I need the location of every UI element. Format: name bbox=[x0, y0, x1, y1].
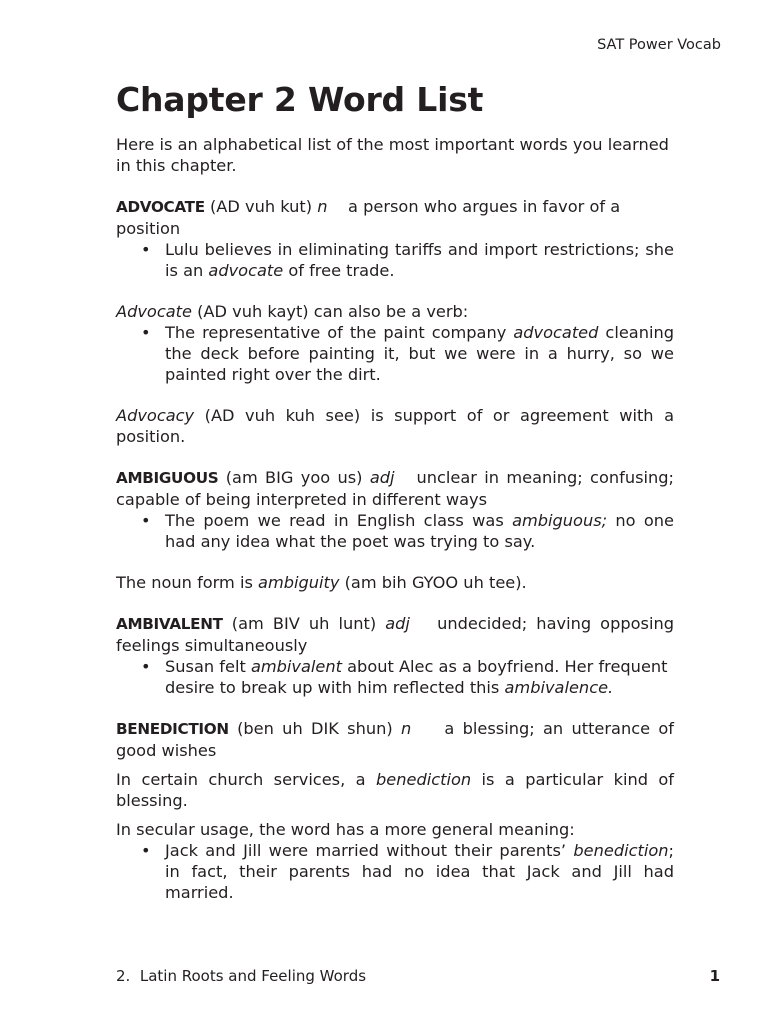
entry-advocate-verb bbox=[116, 301, 674, 385]
entry-advocate bbox=[116, 196, 674, 281]
entry-advocacy bbox=[116, 405, 674, 447]
example-list bbox=[116, 322, 674, 385]
page-number: 1 bbox=[709, 967, 720, 985]
entry-benediction bbox=[116, 718, 674, 903]
entry-ambivalent bbox=[116, 613, 674, 698]
headword: BENEDICTION bbox=[116, 720, 229, 738]
headword: ADVOCATE bbox=[116, 198, 205, 216]
usage-paragraph: In secular usage, the word has a more general meaning: bbox=[116, 820, 575, 839]
example-item: • Jack and Jill were married without their parents’ benediction; in fact, their parents had no idea that Jack and Jill had married. bbox=[141, 841, 674, 902]
bullet-icon: • bbox=[141, 657, 151, 676]
italic-word: Advocacy bbox=[116, 406, 195, 425]
entry-ambiguity bbox=[116, 572, 674, 593]
pronunciation: (am BIV uh lunt) bbox=[231, 614, 377, 633]
usage-line: Advocate (AD vuh kayt) can also be a verb: bbox=[116, 302, 469, 321]
italic-word: benediction bbox=[376, 770, 472, 789]
part-of-speech: n bbox=[317, 197, 328, 216]
definition-line bbox=[116, 613, 674, 656]
example-list bbox=[116, 840, 674, 903]
pronunciation: (ben uh DIK shun) bbox=[237, 719, 393, 738]
italic-word: ambiguity bbox=[258, 573, 340, 592]
definition-line bbox=[116, 196, 674, 239]
part-of-speech: adj bbox=[385, 614, 410, 633]
running-head: SAT Power Vocab bbox=[597, 37, 721, 53]
part-of-speech: adj bbox=[369, 468, 395, 487]
bullet-icon: • bbox=[141, 240, 151, 259]
example-list bbox=[116, 239, 674, 281]
entry-ambiguous bbox=[116, 467, 674, 552]
bullet-icon: • bbox=[141, 841, 151, 860]
example-item: • The poem we read in English class was ambiguous; no one had any idea what the poet was trying to say. bbox=[141, 511, 674, 551]
pronunciation: (am BIG yoo us) bbox=[225, 468, 363, 487]
definition: a blessing; an utterance of good wishes bbox=[116, 719, 674, 760]
usage-line: The noun form is ambiguity (am bih GYOO uh tee). bbox=[116, 573, 527, 592]
pronunciation: (AD vuh kut) bbox=[209, 197, 313, 216]
usage-paragraph: In certain church services, a benediction is a particular kind of blessing. bbox=[116, 770, 674, 810]
bullet-icon: • bbox=[141, 323, 151, 342]
example-item: • The representative of the paint company advocated cleaning the deck before painting it, but we were in a hurry, so we painted right over the dirt. bbox=[141, 323, 674, 384]
bullet-icon: • bbox=[141, 511, 151, 530]
definition-line bbox=[116, 718, 674, 761]
definition: a person who argues in favor of a position bbox=[116, 197, 621, 238]
example-item: • Lulu believes in eliminating tariffs and import restrictions; she is an advocate of free trade. bbox=[141, 240, 674, 280]
headword: AMBIVALENT bbox=[116, 615, 223, 633]
example-item: • Susan felt ambivalent about Alec as a boyfriend. Her frequent desire to break up with him reflected this ambivalence. bbox=[141, 657, 668, 697]
example-list bbox=[116, 510, 674, 552]
page-content bbox=[116, 78, 674, 923]
footer-chapter: 2. Latin Roots and Feeling Words bbox=[116, 967, 367, 985]
italic-word: Advocate bbox=[116, 302, 192, 321]
definition-line bbox=[116, 467, 674, 510]
definition: undecided; having opposing feelings simultaneously bbox=[116, 614, 674, 655]
intro-paragraph: Here is an alphabetical list of the most important words you learned in this chapter. bbox=[116, 135, 669, 175]
headword: AMBIGUOUS bbox=[116, 469, 219, 487]
page-title: Chapter 2 Word List bbox=[116, 80, 484, 119]
part-of-speech: n bbox=[400, 719, 412, 738]
example-list bbox=[116, 656, 674, 698]
definition: unclear in meaning; confusing; capable of being interpreted in different ways bbox=[116, 468, 675, 509]
usage-line: Advocacy (AD vuh kuh see) is support of or agreement with a position. bbox=[116, 406, 674, 446]
